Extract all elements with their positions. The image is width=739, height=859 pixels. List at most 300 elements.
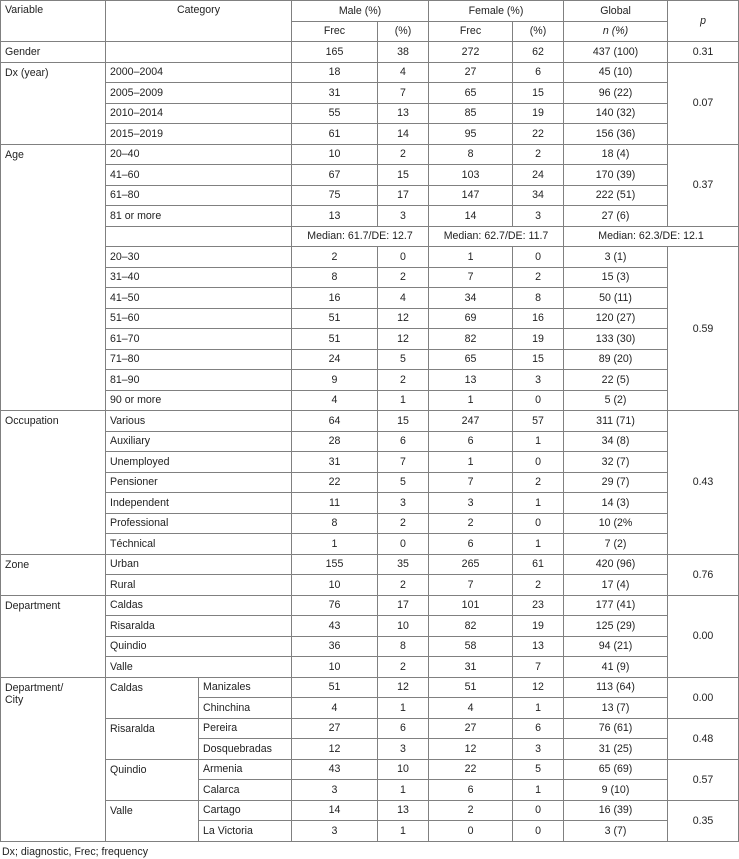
male-frec-cell: 18 <box>292 62 378 83</box>
female-pct-cell: 0 <box>513 800 564 821</box>
male-frec-cell: 10 <box>292 144 378 165</box>
header-row-1 <box>1 1 739 22</box>
header-male: Male (%) <box>292 1 429 22</box>
p-value-cell: 0.31 <box>668 42 739 63</box>
category-cell: 41–60 <box>106 165 292 186</box>
header-global-sub: n (%) <box>564 21 668 42</box>
female-pct-cell: 1 <box>513 431 564 452</box>
header-male-frec: Frec <box>292 21 378 42</box>
global-cell: 27 (6) <box>564 206 668 227</box>
global-cell: 16 (39) <box>564 800 668 821</box>
global-cell: 140 (32) <box>564 103 668 124</box>
male-pct-cell: 6 <box>378 718 429 739</box>
male-frec-cell: 11 <box>292 493 378 514</box>
table-row <box>1 308 739 329</box>
department-cell: Valle <box>106 800 199 841</box>
male-frec-cell: 14 <box>292 800 378 821</box>
male-pct-cell: 12 <box>378 677 429 698</box>
female-frec-cell: 82 <box>429 616 513 637</box>
male-pct-cell: 13 <box>378 800 429 821</box>
female-frec-cell: 31 <box>429 657 513 678</box>
global-cell: 420 (96) <box>564 554 668 575</box>
table-row <box>1 247 739 268</box>
category-cell: Auxiliary <box>106 431 292 452</box>
category-cell: 81–90 <box>106 370 292 391</box>
male-frec-cell: 22 <box>292 472 378 493</box>
header-female: Female (%) <box>429 1 564 22</box>
male-pct-cell: 13 <box>378 103 429 124</box>
male-pct-cell: 2 <box>378 267 429 288</box>
female-pct-cell: 6 <box>513 718 564 739</box>
male-pct-cell: 12 <box>378 308 429 329</box>
male-pct-cell: 3 <box>378 206 429 227</box>
category-cell: Professional <box>106 513 292 534</box>
table-row <box>1 349 739 370</box>
male-pct-cell: 1 <box>378 698 429 719</box>
table-row <box>1 267 739 288</box>
female-frec-cell: 12 <box>429 739 513 760</box>
global-cell: 13 (7) <box>564 698 668 719</box>
male-frec-cell: 75 <box>292 185 378 206</box>
table-row <box>1 452 739 473</box>
male-frec-cell: 4 <box>292 390 378 411</box>
female-frec-cell: 34 <box>429 288 513 309</box>
male-pct-cell: 1 <box>378 821 429 842</box>
female-frec-cell: 1 <box>429 247 513 268</box>
female-pct-cell: 0 <box>513 821 564 842</box>
female-pct-cell: 1 <box>513 698 564 719</box>
female-pct-cell: 19 <box>513 616 564 637</box>
female-pct-cell: 5 <box>513 759 564 780</box>
table-row <box>1 616 739 637</box>
table-row <box>1 718 739 739</box>
table-row <box>1 636 739 657</box>
female-pct-cell: 19 <box>513 103 564 124</box>
female-frec-cell: 247 <box>429 411 513 432</box>
female-frec-cell: 27 <box>429 718 513 739</box>
male-frec-cell: 4 <box>292 698 378 719</box>
female-frec-cell: 65 <box>429 349 513 370</box>
table-row-gender <box>1 42 739 63</box>
female-frec-cell: 8 <box>429 144 513 165</box>
category-cell: 90 or more <box>106 390 292 411</box>
female-pct-cell: 7 <box>513 657 564 678</box>
global-cell: 14 (3) <box>564 493 668 514</box>
global-cell: 18 (4) <box>564 144 668 165</box>
global-cell: 125 (29) <box>564 616 668 637</box>
male-pct-cell: 15 <box>378 411 429 432</box>
female-pct-cell: 6 <box>513 62 564 83</box>
global-cell: 96 (22) <box>564 83 668 104</box>
female-frec-cell: 65 <box>429 83 513 104</box>
global-cell: 41 (9) <box>564 657 668 678</box>
male-pct-cell: 38 <box>378 42 429 63</box>
female-pct-cell: 16 <box>513 308 564 329</box>
table-row <box>1 206 739 227</box>
global-cell: 45 (10) <box>564 62 668 83</box>
p-value-cell: 0.00 <box>668 677 739 718</box>
variable-cell: Dx (year) <box>1 62 106 144</box>
city-cell: Armenia <box>199 759 292 780</box>
category-cell: Risaralda <box>106 616 292 637</box>
female-pct-cell: 2 <box>513 472 564 493</box>
global-cell: 9 (10) <box>564 780 668 801</box>
table-row <box>1 124 739 145</box>
female-pct-cell: 34 <box>513 185 564 206</box>
male-pct-cell: 10 <box>378 759 429 780</box>
table-row <box>1 185 739 206</box>
female-pct-cell: 13 <box>513 636 564 657</box>
department-cell: Caldas <box>106 677 199 718</box>
table-row <box>1 513 739 534</box>
header-global: Global <box>564 1 668 22</box>
city-cell: Calarca <box>199 780 292 801</box>
female-pct-cell: 0 <box>513 390 564 411</box>
female-pct-cell: 2 <box>513 267 564 288</box>
male-pct-cell: 14 <box>378 124 429 145</box>
female-frec-cell: 2 <box>429 513 513 534</box>
male-frec-cell: 3 <box>292 821 378 842</box>
global-cell: 15 (3) <box>564 267 668 288</box>
median-male-cell: Median: 61.7/DE: 12.7 <box>292 226 429 247</box>
male-frec-cell: 55 <box>292 103 378 124</box>
female-frec-cell: 1 <box>429 390 513 411</box>
male-frec-cell: 51 <box>292 308 378 329</box>
male-frec-cell: 43 <box>292 616 378 637</box>
male-frec-cell: 43 <box>292 759 378 780</box>
category-cell: 51–60 <box>106 308 292 329</box>
header-category: Category <box>106 1 292 42</box>
table-row <box>1 657 739 678</box>
male-frec-cell: 8 <box>292 513 378 534</box>
category-cell: 20–40 <box>106 144 292 165</box>
male-pct-cell: 2 <box>378 575 429 596</box>
median-female-cell: Median: 62.7/DE: 11.7 <box>429 226 564 247</box>
table-row <box>1 144 739 165</box>
male-frec-cell: 8 <box>292 267 378 288</box>
female-frec-cell: 6 <box>429 534 513 555</box>
global-cell: 170 (39) <box>564 165 668 186</box>
table-row <box>1 759 739 780</box>
male-frec-cell: 31 <box>292 452 378 473</box>
female-pct-cell: 3 <box>513 370 564 391</box>
male-frec-cell: 51 <box>292 329 378 350</box>
global-cell: 437 (100) <box>564 42 668 63</box>
category-cell: Various <box>106 411 292 432</box>
male-pct-cell: 5 <box>378 472 429 493</box>
male-frec-cell: 61 <box>292 124 378 145</box>
male-pct-cell: 7 <box>378 452 429 473</box>
female-frec-cell: 51 <box>429 677 513 698</box>
female-pct-cell: 24 <box>513 165 564 186</box>
female-pct-cell: 0 <box>513 247 564 268</box>
male-frec-cell: 165 <box>292 42 378 63</box>
female-pct-cell: 8 <box>513 288 564 309</box>
female-pct-cell: 1 <box>513 534 564 555</box>
header-female-pct: (%) <box>513 21 564 42</box>
global-cell: 89 (20) <box>564 349 668 370</box>
p-value-cell: 0.57 <box>668 759 739 800</box>
female-pct-cell: 57 <box>513 411 564 432</box>
global-cell: 113 (64) <box>564 677 668 698</box>
male-frec-cell: 155 <box>292 554 378 575</box>
table-row <box>1 493 739 514</box>
category-cell: Pensioner <box>106 472 292 493</box>
table-row <box>1 534 739 555</box>
female-frec-cell: 7 <box>429 575 513 596</box>
male-frec-cell: 3 <box>292 780 378 801</box>
male-frec-cell: 1 <box>292 534 378 555</box>
female-frec-cell: 13 <box>429 370 513 391</box>
male-frec-cell: 67 <box>292 165 378 186</box>
table-row <box>1 800 739 821</box>
male-frec-cell: 10 <box>292 575 378 596</box>
female-frec-cell: 27 <box>429 62 513 83</box>
variable-cell: Department <box>1 595 106 677</box>
female-frec-cell: 6 <box>429 431 513 452</box>
female-frec-cell: 272 <box>429 42 513 63</box>
female-pct-cell: 61 <box>513 554 564 575</box>
global-cell: 32 (7) <box>564 452 668 473</box>
table-row <box>1 288 739 309</box>
female-pct-cell: 3 <box>513 206 564 227</box>
female-pct-cell: 22 <box>513 124 564 145</box>
male-frec-cell: 64 <box>292 411 378 432</box>
male-frec-cell: 76 <box>292 595 378 616</box>
female-frec-cell: 7 <box>429 472 513 493</box>
female-pct-cell: 15 <box>513 83 564 104</box>
male-pct-cell: 2 <box>378 370 429 391</box>
table-row <box>1 62 739 83</box>
variable-cell: Occupation <box>1 411 106 555</box>
female-frec-cell: 14 <box>429 206 513 227</box>
city-cell: Cartago <box>199 800 292 821</box>
variable-cell: Age <box>1 144 106 411</box>
female-frec-cell: 147 <box>429 185 513 206</box>
male-pct-cell: 2 <box>378 144 429 165</box>
female-pct-cell: 15 <box>513 349 564 370</box>
global-cell: 311 (71) <box>564 411 668 432</box>
global-cell: 133 (30) <box>564 329 668 350</box>
male-frec-cell: 36 <box>292 636 378 657</box>
p-value-cell: 0.35 <box>668 800 739 841</box>
header-male-pct: (%) <box>378 21 429 42</box>
global-cell: 10 (2% <box>564 513 668 534</box>
global-cell: 22 (5) <box>564 370 668 391</box>
male-frec-cell: 16 <box>292 288 378 309</box>
category-cell: 2000–2004 <box>106 62 292 83</box>
female-frec-cell: 82 <box>429 329 513 350</box>
female-frec-cell: 95 <box>429 124 513 145</box>
female-frec-cell: 265 <box>429 554 513 575</box>
p-value-cell: 0.76 <box>668 554 739 595</box>
category-cell: Independent <box>106 493 292 514</box>
female-pct-cell: 12 <box>513 677 564 698</box>
male-frec-cell: 12 <box>292 739 378 760</box>
category-cell: Unemployed <box>106 452 292 473</box>
table-row <box>1 677 739 698</box>
table-row <box>1 103 739 124</box>
male-frec-cell: 9 <box>292 370 378 391</box>
female-frec-cell: 4 <box>429 698 513 719</box>
global-cell: 94 (21) <box>564 636 668 657</box>
table-row <box>1 554 739 575</box>
female-pct-cell: 1 <box>513 493 564 514</box>
category-cell: Rural <box>106 575 292 596</box>
variable-cell <box>1 677 106 841</box>
category-cell: Quindio <box>106 636 292 657</box>
male-frec-cell: 10 <box>292 657 378 678</box>
median-global-cell: Median: 62.3/DE: 12.1 <box>564 226 739 247</box>
male-pct-cell: 35 <box>378 554 429 575</box>
p-value-cell: 0.59 <box>668 247 739 411</box>
city-cell: Pereira <box>199 718 292 739</box>
table-body <box>1 1 739 842</box>
female-pct-cell: 3 <box>513 739 564 760</box>
category-cell <box>106 226 292 247</box>
female-pct-cell: 23 <box>513 595 564 616</box>
category-cell: Téchnical <box>106 534 292 555</box>
category-cell: 2015–2019 <box>106 124 292 145</box>
p-value-cell: 0.43 <box>668 411 739 555</box>
male-pct-cell: 4 <box>378 62 429 83</box>
category-cell: 81 or more <box>106 206 292 227</box>
table-row <box>1 595 739 616</box>
variable-cell: Zone <box>1 554 106 595</box>
male-frec-cell: 28 <box>292 431 378 452</box>
department-cell: Risaralda <box>106 718 199 759</box>
header-p: p <box>668 1 739 42</box>
female-frec-cell: 69 <box>429 308 513 329</box>
city-cell: Dosquebradas <box>199 739 292 760</box>
table-row <box>1 370 739 391</box>
table-row-median <box>1 226 739 247</box>
female-frec-cell: 101 <box>429 595 513 616</box>
category-cell: 61–80 <box>106 185 292 206</box>
female-pct-cell: 1 <box>513 780 564 801</box>
p-value-cell: 0.37 <box>668 144 739 226</box>
footnote: Dx; diagnostic, Frec; frequency <box>2 845 149 858</box>
male-pct-cell: 0 <box>378 247 429 268</box>
male-pct-cell: 8 <box>378 636 429 657</box>
male-frec-cell: 31 <box>292 83 378 104</box>
category-cell: 20–30 <box>106 247 292 268</box>
category-cell: 71–80 <box>106 349 292 370</box>
female-frec-cell: 2 <box>429 800 513 821</box>
male-pct-cell: 17 <box>378 185 429 206</box>
dept-city-label-line1: Department/ <box>5 681 64 694</box>
global-cell: 7 (2) <box>564 534 668 555</box>
female-pct-cell: 62 <box>513 42 564 63</box>
category-cell: 2005–2009 <box>106 83 292 104</box>
table-row <box>1 329 739 350</box>
female-frec-cell: 6 <box>429 780 513 801</box>
category-cell <box>106 42 292 63</box>
global-cell: 156 (36) <box>564 124 668 145</box>
male-frec-cell: 27 <box>292 718 378 739</box>
male-pct-cell: 12 <box>378 329 429 350</box>
p-value-cell: 0.00 <box>668 595 739 677</box>
city-cell: La Victoria <box>199 821 292 842</box>
female-frec-cell: 1 <box>429 452 513 473</box>
p-value-cell: 0.48 <box>668 718 739 759</box>
male-pct-cell: 7 <box>378 83 429 104</box>
male-frec-cell: 2 <box>292 247 378 268</box>
male-pct-cell: 17 <box>378 595 429 616</box>
male-pct-cell: 3 <box>378 493 429 514</box>
global-cell: 65 (69) <box>564 759 668 780</box>
table-row <box>1 411 739 432</box>
global-cell: 177 (41) <box>564 595 668 616</box>
table-row <box>1 165 739 186</box>
p-value-cell: 0.07 <box>668 62 739 144</box>
male-pct-cell: 1 <box>378 390 429 411</box>
global-cell: 76 (61) <box>564 718 668 739</box>
category-cell: Urban <box>106 554 292 575</box>
category-cell: 41–50 <box>106 288 292 309</box>
category-cell: Caldas <box>106 595 292 616</box>
category-cell: 31–40 <box>106 267 292 288</box>
header-female-frec: Frec <box>429 21 513 42</box>
male-frec-cell: 51 <box>292 677 378 698</box>
table-row <box>1 431 739 452</box>
female-pct-cell: 19 <box>513 329 564 350</box>
global-cell: 3 (7) <box>564 821 668 842</box>
table-row <box>1 83 739 104</box>
variable-cell: Gender <box>1 42 106 63</box>
female-pct-cell: 2 <box>513 575 564 596</box>
female-frec-cell: 58 <box>429 636 513 657</box>
global-cell: 17 (4) <box>564 575 668 596</box>
category-cell: Valle <box>106 657 292 678</box>
female-pct-cell: 2 <box>513 144 564 165</box>
male-pct-cell: 6 <box>378 431 429 452</box>
male-pct-cell: 0 <box>378 534 429 555</box>
table-row <box>1 575 739 596</box>
male-frec-cell: 13 <box>292 206 378 227</box>
female-frec-cell: 85 <box>429 103 513 124</box>
female-frec-cell: 103 <box>429 165 513 186</box>
table-row <box>1 472 739 493</box>
female-frec-cell: 22 <box>429 759 513 780</box>
global-cell: 5 (2) <box>564 390 668 411</box>
header-variable: Variable <box>1 1 106 42</box>
global-cell: 222 (51) <box>564 185 668 206</box>
male-pct-cell: 5 <box>378 349 429 370</box>
female-pct-cell: 0 <box>513 452 564 473</box>
male-pct-cell: 2 <box>378 513 429 534</box>
male-pct-cell: 15 <box>378 165 429 186</box>
category-cell: 2010–2014 <box>106 103 292 124</box>
male-pct-cell: 1 <box>378 780 429 801</box>
global-cell: 29 (7) <box>564 472 668 493</box>
female-pct-cell: 0 <box>513 513 564 534</box>
male-pct-cell: 4 <box>378 288 429 309</box>
global-cell: 120 (27) <box>564 308 668 329</box>
female-frec-cell: 0 <box>429 821 513 842</box>
male-pct-cell: 3 <box>378 739 429 760</box>
city-cell: Chinchina <box>199 698 292 719</box>
female-frec-cell: 7 <box>429 267 513 288</box>
global-cell: 3 (1) <box>564 247 668 268</box>
city-cell: Manizales <box>199 677 292 698</box>
female-frec-cell: 3 <box>429 493 513 514</box>
dept-city-label-line2: City <box>5 693 24 706</box>
male-frec-cell: 24 <box>292 349 378 370</box>
global-cell: 34 (8) <box>564 431 668 452</box>
global-cell: 50 (11) <box>564 288 668 309</box>
global-cell: 31 (25) <box>564 739 668 760</box>
